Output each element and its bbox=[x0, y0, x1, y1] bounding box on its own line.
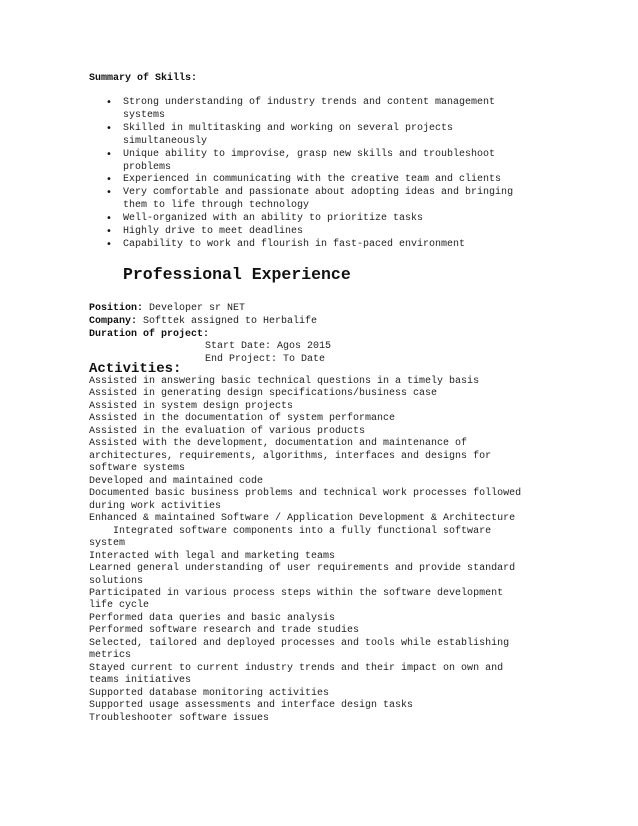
bullet-icon: • bbox=[106, 122, 112, 134]
skill-text: Skilled in multitasking and working on several projects bbox=[123, 122, 454, 134]
skill-text: simultaneously bbox=[123, 135, 208, 147]
bullet-icon: • bbox=[106, 97, 112, 108]
experience-heading: Professional Experience bbox=[123, 265, 351, 284]
skill-item-continuation bbox=[123, 200, 533, 213]
activity-line: architectures, requirements, algorithms, interfaces and designs for bbox=[89, 450, 492, 462]
activity-line: Assisted with the development, documentation and maintenance of bbox=[89, 438, 468, 450]
skill-text: Well-organized with an ability to prioritize tasks bbox=[123, 213, 424, 225]
duration-row bbox=[89, 329, 559, 342]
company-label: Company: bbox=[89, 315, 138, 327]
position-label: Position: bbox=[89, 303, 144, 314]
job-details bbox=[89, 303, 559, 367]
activity-line: during work activities bbox=[89, 500, 222, 512]
activity-line: Assisted in answering basic technical questions in a timely basis bbox=[89, 376, 480, 387]
skill-text: Highly drive to meet deadlines bbox=[123, 226, 304, 238]
activity-line: Performed software research and trade studies bbox=[89, 625, 360, 637]
position-row bbox=[89, 303, 559, 316]
activity-line: software systems bbox=[89, 463, 186, 475]
end-date: End Project: To Date bbox=[205, 354, 326, 366]
activity-line: Troubleshooter software issues bbox=[89, 712, 270, 724]
activity-line: Selected, tailored and deployed processes and tools while establishing bbox=[89, 637, 510, 649]
bullet-icon: • bbox=[106, 148, 112, 160]
activity-line: Assisted in the documentation of system performance bbox=[89, 413, 396, 425]
activities-list bbox=[89, 376, 549, 725]
activities-heading: Activities: bbox=[89, 361, 182, 377]
activity-line: Participated in various process steps within the software development bbox=[89, 587, 504, 599]
activity-line: Assisted in system design projects bbox=[89, 400, 294, 412]
activity-line: Performed data queries and basic analysis bbox=[89, 612, 336, 624]
skill-text: Strong understanding of industry trends and content management bbox=[123, 97, 496, 108]
skill-item-continuation bbox=[123, 162, 533, 175]
bullet-icon: • bbox=[106, 238, 112, 250]
skill-item bbox=[106, 238, 533, 252]
activity-line: Interacted with legal and marketing teams bbox=[89, 550, 336, 562]
activity-line: Stayed current to current industry trends and their impact on own and bbox=[89, 662, 504, 674]
company-value: Softtek assigned to Herbalife bbox=[143, 315, 318, 327]
activity-line: Supported usage assessments and interface design tasks bbox=[89, 700, 414, 712]
skill-item-continuation bbox=[123, 136, 533, 149]
skill-item bbox=[106, 97, 533, 110]
skill-item bbox=[106, 187, 533, 200]
skill-item bbox=[106, 213, 533, 226]
skill-text: problems bbox=[123, 161, 172, 173]
activity-line: solutions bbox=[89, 575, 144, 587]
skill-item bbox=[106, 174, 533, 187]
position-value: Developer sr NET bbox=[149, 303, 246, 314]
skill-item bbox=[106, 148, 533, 162]
activity-line: Supported database monitoring activities bbox=[89, 687, 330, 699]
activity-line: Developed and maintained code bbox=[89, 475, 264, 487]
skill-item bbox=[106, 226, 533, 239]
activity-line: Documented basic business problems and technical work processes followed bbox=[89, 488, 522, 500]
company-row bbox=[89, 316, 559, 329]
bullet-icon: • bbox=[106, 187, 112, 199]
activity-line: Assisted in generating design specifications/business case bbox=[89, 388, 438, 400]
skill-text: Capability to work and flourish in fast-paced environment bbox=[123, 238, 466, 250]
skill-text: Experienced in communicating with the creative team and clients bbox=[123, 174, 502, 186]
skill-text: Unique ability to improvise, grasp new skills and troubleshoot bbox=[123, 148, 496, 160]
activity-line: life cycle bbox=[89, 600, 150, 612]
summary-heading: Summary of Skills: bbox=[89, 73, 198, 84]
activity-line: Learned general understanding of user requirements and provide standard bbox=[89, 563, 516, 575]
skill-item bbox=[106, 122, 533, 136]
bullet-icon: • bbox=[106, 226, 112, 238]
skill-item-continuation bbox=[123, 110, 533, 123]
skills-list bbox=[106, 97, 533, 252]
activity-line: system bbox=[89, 538, 126, 550]
skill-text: Very comfortable and passionate about adopting ideas and bringing bbox=[123, 187, 514, 199]
activity-line: Enhanced & maintained Software / Application Development & Architecture bbox=[89, 513, 516, 525]
start-date: Start Date: Agos 2015 bbox=[205, 341, 332, 353]
skill-text: them to life through technology bbox=[123, 200, 310, 212]
activity-line: Assisted in the evaluation of various products bbox=[89, 425, 366, 437]
activity-line: teams initiatives bbox=[89, 675, 192, 687]
duration-label: Duration of project: bbox=[89, 328, 210, 340]
skill-text: systems bbox=[123, 109, 166, 121]
bullet-icon: • bbox=[106, 174, 112, 186]
bullet-icon: • bbox=[106, 213, 112, 225]
activity-line: metrics bbox=[89, 650, 132, 662]
activity-line: Integrated software components into a fully functional software bbox=[89, 525, 492, 537]
